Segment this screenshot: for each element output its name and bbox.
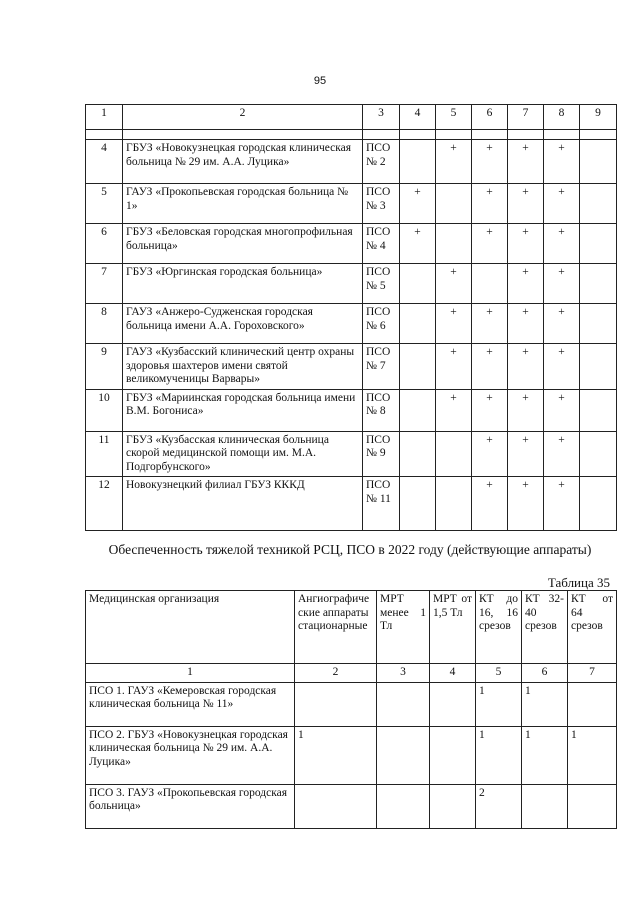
page-number: 95 <box>313 75 327 87</box>
header-cell: КТ от 64 срезов <box>568 591 617 664</box>
header-cell: 5 <box>436 105 472 130</box>
pso-equipment-table <box>85 104 617 531</box>
header-cell: 6 <box>472 105 508 130</box>
column-numbers-row: 1 2 3 4 5 6 7 <box>86 664 617 683</box>
header-cell: КТ до 16, 16 срезов <box>476 591 522 664</box>
header-cell: 7 <box>508 105 544 130</box>
header-cell: Ангиографические аппараты стационарные <box>295 591 377 664</box>
table-row: 11 ГБУЗ «Кузбасская клиническая больница скорой медицинской помощи им. М.А. Подгорбунского» ПСО № 9 + + + <box>86 431 617 477</box>
header-cell: 2 <box>123 105 363 130</box>
header-cell: 1 <box>86 105 123 130</box>
table-row: ПСО 3. ГАУЗ «Прокопьевская городская больница» 2 <box>86 784 617 828</box>
header-cell: 9 <box>580 105 617 130</box>
table-row: ПСО 2. ГБУЗ «Новокузнецкая городская клиническая больница № 29 им. А.А. Луцика» 1 1 1 1 <box>86 726 617 784</box>
header-cell: Медицинская организация <box>86 591 295 664</box>
table-label: Таблица 35 <box>547 575 610 590</box>
table-header-row <box>86 105 617 130</box>
table-header-row <box>86 591 617 664</box>
table-row: 7 ГБУЗ «Юргинская городская больница» ПСО № 5 + + + <box>86 264 617 304</box>
table-row: 8 ГАУЗ «Анжеро-Судженская городская больница имени А.А. Гороховского» ПСО № 6 + + + + <box>86 304 617 344</box>
table-row: 9 ГАУЗ «Кузбасский клинический центр охраны здоровья шахтеров имени святой великомученицы Варвары» ПСО № 7 + + + + <box>86 344 617 390</box>
heavy-equipment-table <box>85 590 617 829</box>
header-cell: 3 <box>363 105 400 130</box>
table-row: 4 ГБУЗ «Новокузнецкая городская клиническая больница № 29 им. А.А. Луцика» ПСО № 2 + + + + <box>86 140 617 184</box>
header-cell: МРТ менее 1 Тл <box>377 591 430 664</box>
table-row: 10 ГБУЗ «Мариинская городская больница имени В.М. Богониса» ПСО № 8 + + + + <box>86 389 617 431</box>
table-row: 6 ГБУЗ «Беловская городская многопрофильная больница» ПСО № 4 + + + + <box>86 224 617 264</box>
table-row: 5 ГАУЗ «Прокопьевская городская больница № 1» ПСО № 3 + + + + <box>86 184 617 224</box>
header-cell: 8 <box>544 105 580 130</box>
section-heading: Обеспеченность тяжелой техникой РСЦ, ПСО в 2022 году (действующие аппараты) <box>108 542 592 557</box>
header-cell: КТ 32-40 срезов <box>522 591 568 664</box>
table-row: ПСО 1. ГАУЗ «Кемеровская городская клиническая больница № 11» 1 1 <box>86 682 617 726</box>
header-cell: 4 <box>400 105 436 130</box>
table-row: 12 Новокузнецкий филиал ГБУЗ КККД ПСО № 11 + + + <box>86 477 617 531</box>
header-cell: МРТ от 1,5 Тл <box>430 591 476 664</box>
